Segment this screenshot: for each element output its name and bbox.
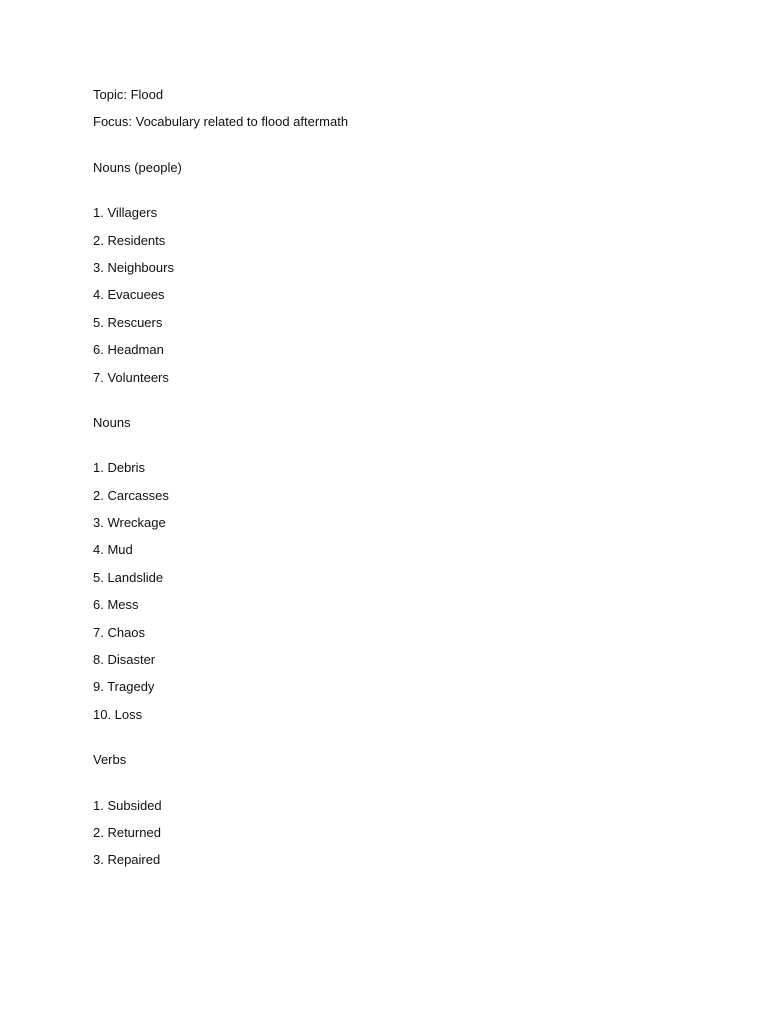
document-body bbox=[93, 86, 693, 869]
list-item: 1. Subsided bbox=[93, 797, 162, 813]
list-item: 3. Neighbours bbox=[93, 259, 174, 275]
focus-line: Focus: Vocabulary related to flood aftermath bbox=[93, 114, 349, 130]
list-item: 4. Evacuees bbox=[93, 287, 165, 303]
spacer bbox=[93, 769, 693, 796]
list-item: 1. Debris bbox=[93, 460, 146, 476]
list-item: 10. Loss bbox=[93, 706, 143, 722]
list-item: 4. Mud bbox=[93, 542, 133, 558]
section-heading-nouns-people: Nouns (people) bbox=[93, 159, 182, 175]
spacer bbox=[93, 387, 693, 414]
spacer bbox=[93, 177, 693, 204]
list-item: 1. Villagers bbox=[93, 205, 158, 221]
list-item: 7. Volunteers bbox=[93, 369, 169, 385]
list-item: 6. Mess bbox=[93, 597, 139, 613]
spacer bbox=[93, 131, 693, 158]
list-item: 2. Residents bbox=[93, 232, 166, 248]
list-item: 2. Returned bbox=[93, 824, 161, 840]
spacer bbox=[93, 432, 693, 459]
list-item: 2. Carcasses bbox=[93, 487, 169, 503]
spacer bbox=[93, 724, 693, 751]
list-item: 3. Repaired bbox=[93, 852, 161, 868]
list-item: 8. Disaster bbox=[93, 652, 156, 668]
list-item: 9. Tragedy bbox=[93, 679, 155, 695]
list-item: 5. Landslide bbox=[93, 569, 164, 585]
list-item: 6. Headman bbox=[93, 342, 164, 358]
list-item: 5. Rescuers bbox=[93, 314, 163, 330]
list-item: 3. Wreckage bbox=[93, 515, 166, 531]
list-item: 7. Chaos bbox=[93, 624, 146, 640]
section-heading-verbs: Verbs bbox=[93, 752, 127, 768]
section-heading-nouns: Nouns bbox=[93, 414, 131, 430]
topic-line: Topic: Flood bbox=[93, 87, 164, 102]
